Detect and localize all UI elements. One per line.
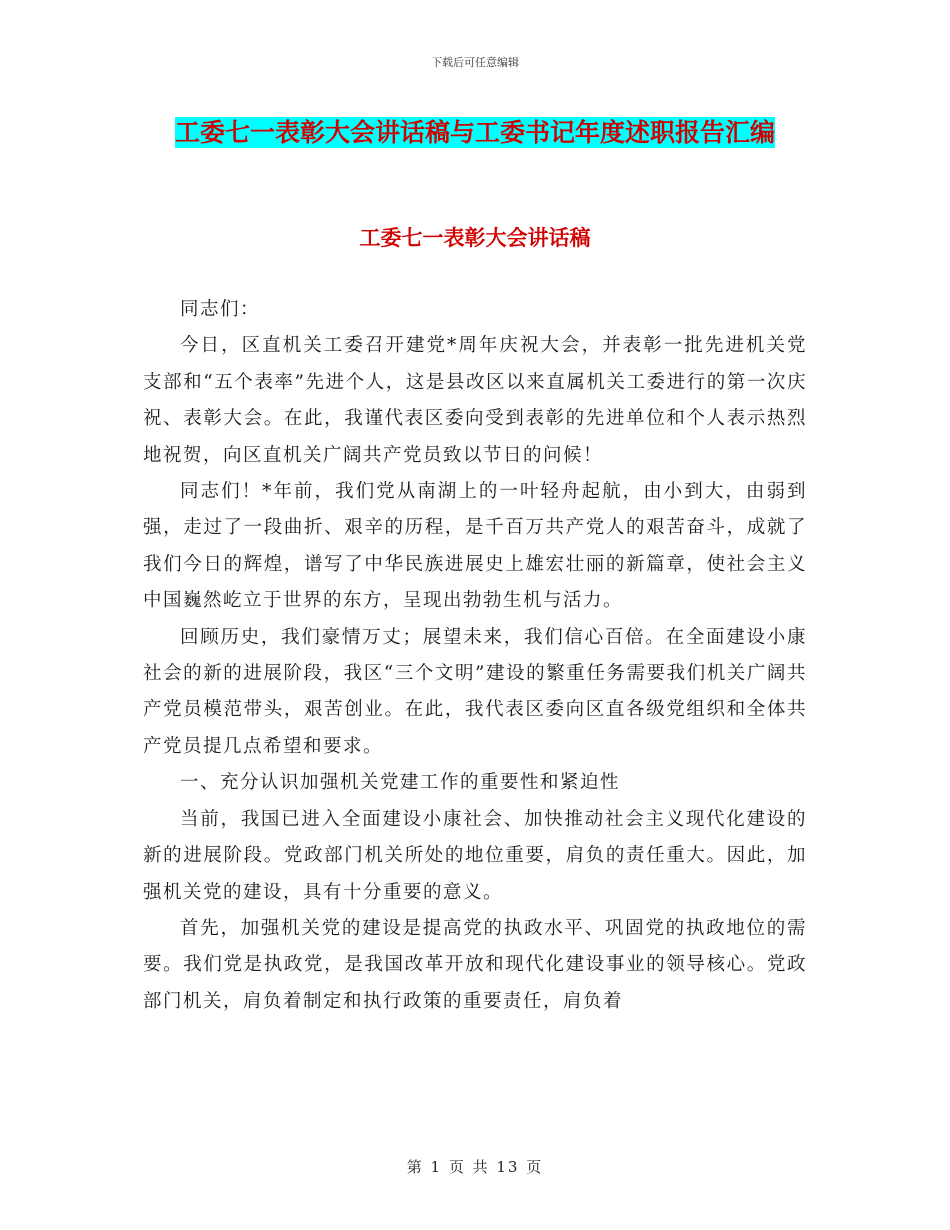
paragraph: 同志们！*年前，我们党从南湖上的一叶轻舟起航，由小到大，由弱到强，走过了一段曲折、艰辛的历程，是千百万共产党人的艰苦奋斗，成就了我们今日的辉煌，谱写了中华民族进展史上雄宏壮丽的新篇章，使社会主义中国巍然屹立于世界的东方，呈现出勃勃生机与活力。 — [143, 481, 807, 612]
section-title: 工委七一表彰大会讲话稿 — [359, 226, 591, 250]
paragraph: 同志们： — [180, 299, 261, 320]
paragraph: 回顾历史，我们豪情万丈；展望未来，我们信心百倍。在全面建设小康社会的新的进展阶段，我区“三个文明”建设的繁重任务需要我们机关广阔共产党员模范带头，艰苦创业。在此，我代表区委向区直各级党组织和全体共产党员提几点希望和要求。 — [143, 626, 807, 757]
paragraph: 今日，区直机关工委召开建党*周年庆祝大会，并表彰一批先进机关党支部和“五个表率”先进个人，这是县改区以来直属机关工委进行的第一次庆祝、表彰大会。在此，我谨代表区委向受到表彰的先进单位和个人表示热烈地祝贺，向区直机关广阔共产党员致以节日的问候！ — [143, 335, 807, 466]
document-title — [140, 110, 810, 156]
paragraph: 首先，加强机关党的建设是提高党的执政水平、巩固党的执政地位的需要。我们党是执政党，是我国改革开放和现代化建设事业的领导核心。党政部门机关，肩负着制定和执行政策的重要责任，肩负着 — [143, 917, 807, 1012]
document-body — [143, 292, 807, 1020]
page-number: 第 1 页 共 13 页 — [406, 1158, 544, 1176]
header-note: 下载后可任意编辑 — [431, 56, 519, 69]
paragraph-heading: 一、充分认识加强机关党建工作的重要性和紧迫性 — [180, 772, 621, 794]
document-title-text: 工委七一表彰大会讲话稿与工委书记年度述职报告汇编 — [174, 118, 775, 147]
paragraph: 当前，我国已进入全面建设小康社会、加快推动社会主义现代化建设的新的进展阶段。党政部门机关所处的地位重要，肩负的责任重大。因此，加强机关党的建设，具有十分重要的意义。 — [143, 808, 807, 903]
